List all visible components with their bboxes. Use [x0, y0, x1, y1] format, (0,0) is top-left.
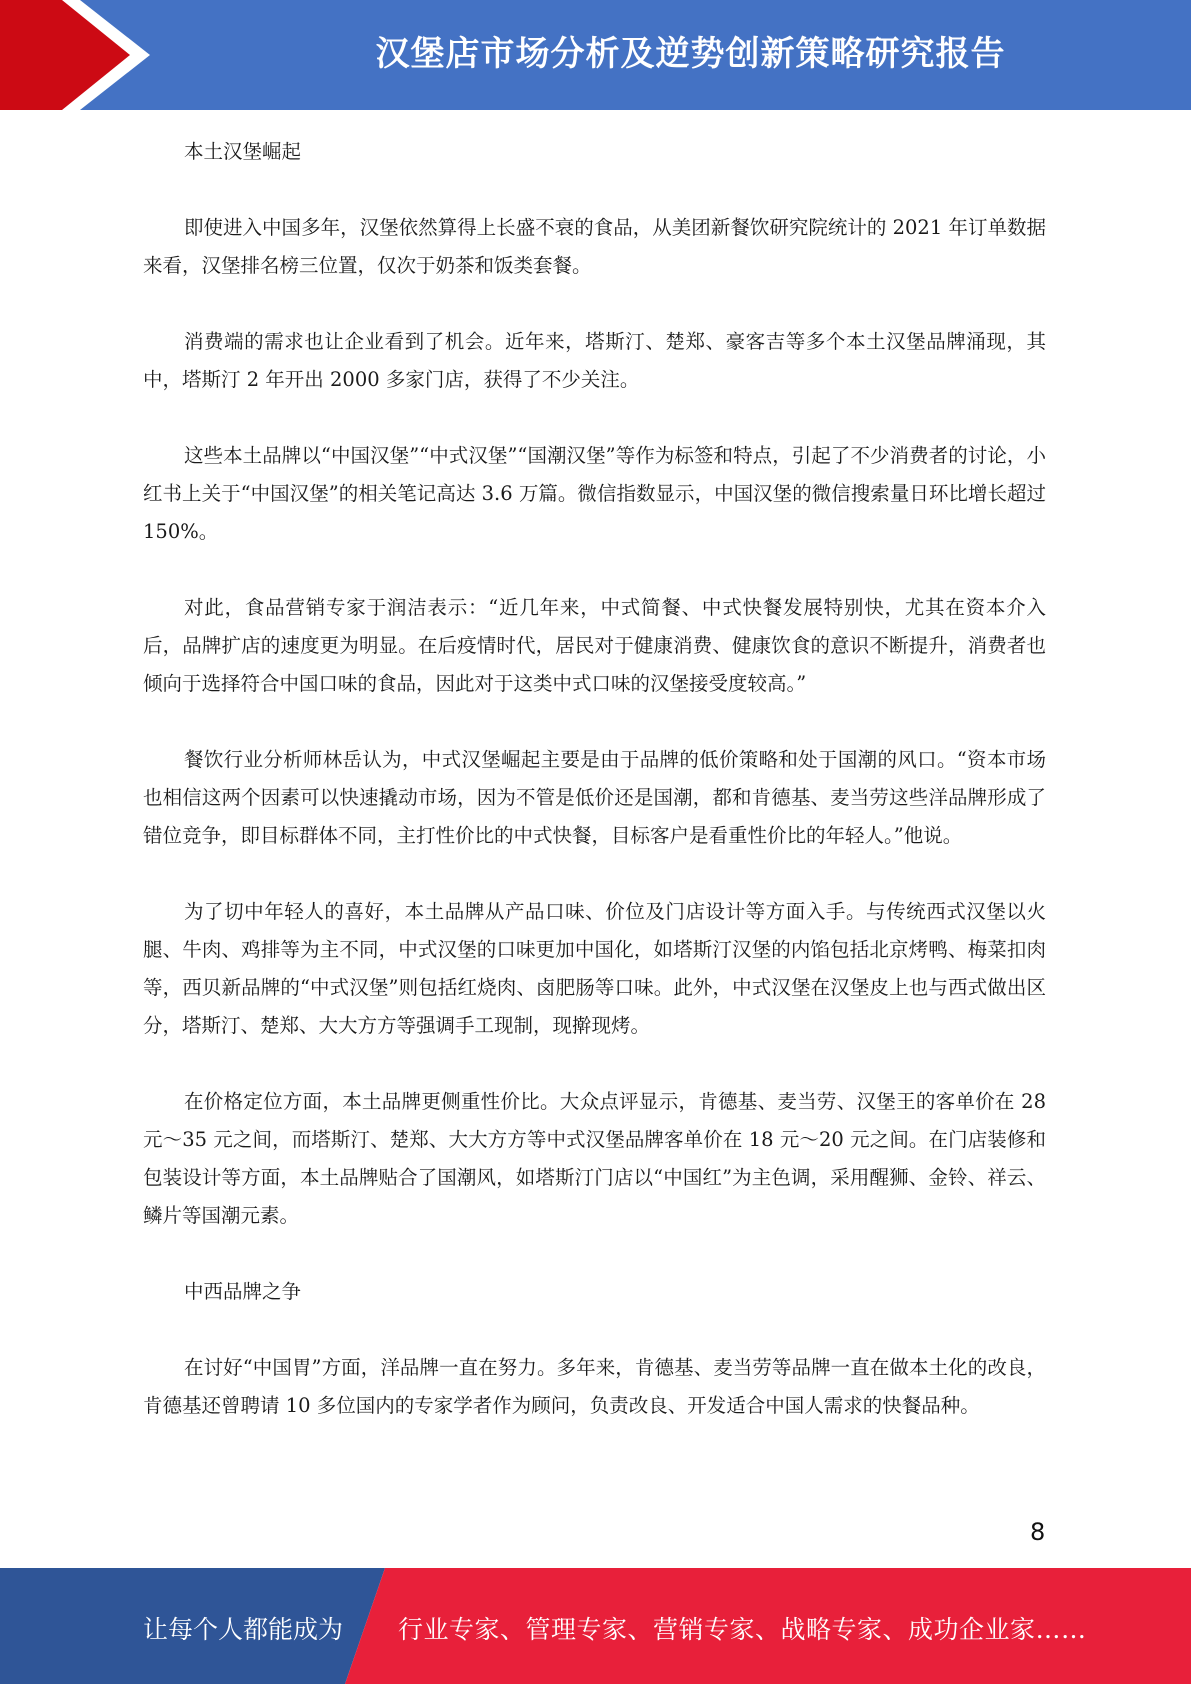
- footer-slogan-right: 行业专家、管理专家、营销专家、战略专家、成功企业家……: [398, 1615, 1087, 1644]
- section-heading: 中西品牌之争: [184, 1280, 302, 1303]
- section-heading: 本土汉堡崛起: [184, 140, 302, 163]
- page-header: [0, 0, 1191, 110]
- paragraph: 消费端的需求也让企业看到了机会。近年来，塔斯汀、楚郑、豪客吉等多个本土汉堡品牌涌现，其中，塔斯汀 2 年开出 2000 多家门店，获得了不少关注。: [143, 330, 1046, 391]
- report-title: 汉堡店市场分析及逆势创新策略研究报告: [375, 34, 1006, 74]
- paragraph: 这些本土品牌以“中国汉堡”“中式汉堡”“国潮汉堡”等作为标签和特点，引起了不少消费者的讨论，小红书上关于“中国汉堡”的相关笔记高达 3.6 万篇。微信指数显示，中国汉堡的微信搜索量日环比增长超过 150%。: [143, 444, 1046, 543]
- page-number: 8: [1030, 1518, 1046, 1546]
- paragraph: 对此，食品营销专家于润洁表示：“近几年来，中式简餐、中式快餐发展特别快，尤其在资本介入后，品牌扩店的速度更为明显。在后疫情时代，居民对于健康消费、健康饮食的意识不断提升，消费者也倾向于选择符合中国口味的食品，因此对于这类中式口味的汉堡接受度较高。”: [143, 596, 1046, 695]
- paragraph: 在讨好“中国胃”方面，洋品牌一直在努力。多年来，肯德基、麦当劳等品牌一直在做本土化的改良，肯德基还曾聘请 10 多位国内的专家学者作为顾问，负责改良、开发适合中国人需求的快餐品种。: [143, 1356, 1046, 1417]
- paragraph: 餐饮行业分析师林岳认为，中式汉堡崛起主要是由于品牌的低价策略和处于国潮的风口。“资本市场也相信这两个因素可以快速撬动市场，因为不管是低价还是国潮，都和肯德基、麦当劳这些洋品牌形成了错位竞争，即目标群体不同，主打性价比的中式快餐，目标客户是看重性价比的年轻人。”他说。: [143, 748, 1046, 847]
- paragraph: 为了切中年轻人的喜好，本土品牌从产品口味、价位及门店设计等方面入手。与传统西式汉堡以火腿、牛肉、鸡排等为主不同，中式汉堡的口味更加中国化，如塔斯汀汉堡的内馅包括北京烤鸭、梅菜扣肉等，西贝新品牌的“中式汉堡”则包括红烧肉、卤肥肠等口味。此外，中式汉堡在汉堡皮上也与西式做出区分，塔斯汀、楚郑、大大方方等强调手工现制，现擀现烤。: [143, 900, 1046, 1037]
- document-body: [143, 133, 1046, 1463]
- paragraph: 即使进入中国多年，汉堡依然算得上长盛不衰的食品，从美团新餐饮研究院统计的 2021 年订单数据来看，汉堡排名榜三位置，仅次于奶茶和饭类套餐。: [143, 216, 1046, 277]
- footer-slogan-left: 让每个人都能成为: [143, 1615, 344, 1644]
- paragraph: 在价格定位方面，本土品牌更侧重性价比。大众点评显示，肯德基、麦当劳、汉堡王的客单价在 28 元～35 元之间，而塔斯汀、楚郑、大大方方等中式汉堡品牌客单价在 18 元～20 元之间。在门店装修和包装设计等方面，本土品牌贴合了国潮风，如塔斯汀门店以“中国红”为主色调，采用醒狮、金铃、祥云、鳞片等国潮元素。: [143, 1090, 1046, 1227]
- page-footer: [0, 1568, 1191, 1684]
